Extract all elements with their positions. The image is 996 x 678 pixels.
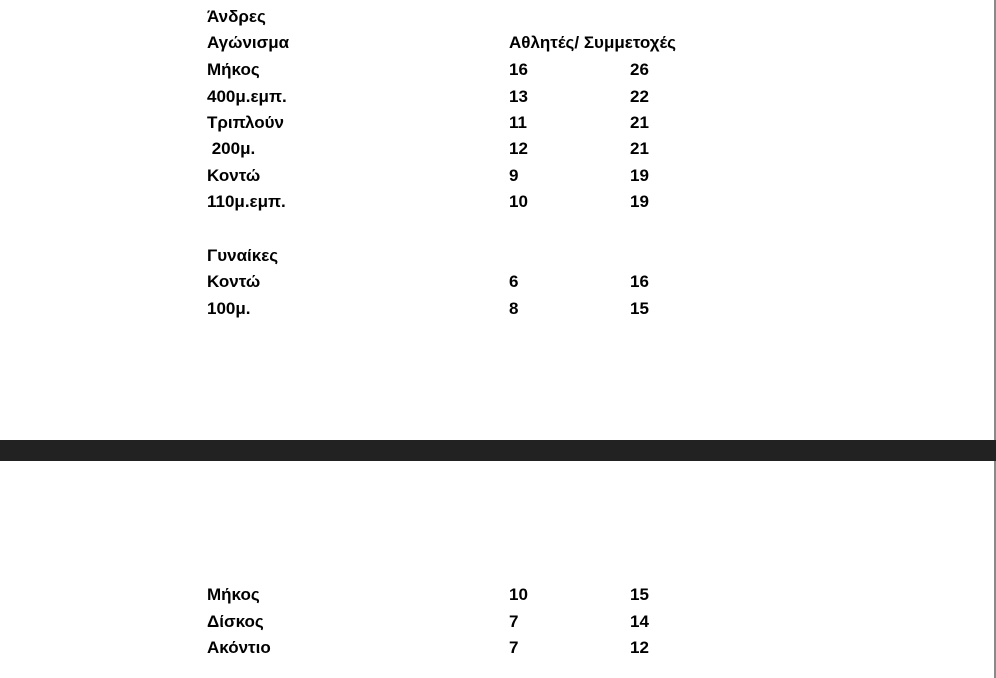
event-cell: Τριπλούν	[207, 113, 284, 132]
event-cell: Μήκος	[207, 585, 260, 604]
participations-cell: 22	[630, 87, 649, 106]
athletes-cell: 12	[509, 139, 528, 158]
document-page-bottom	[0, 461, 996, 678]
event-cell: Μήκος	[207, 60, 260, 79]
men-heading-label: Άνδρες	[207, 7, 266, 26]
event-cell: 200μ.	[207, 139, 256, 158]
page-separator	[0, 440, 996, 461]
participations-cell: 21	[630, 139, 649, 158]
event-cell: Ακόντιο	[207, 638, 271, 657]
participations-cell: 21	[630, 113, 649, 132]
participations-cell: 19	[630, 192, 649, 211]
participations-cell: 26	[630, 60, 649, 79]
women-heading-label: Γυναίκες	[207, 246, 279, 265]
athletes-participations-header: Αθλητές/ Συμμετοχές	[509, 33, 676, 52]
athletes-cell: 13	[509, 87, 528, 106]
event-cell: Κοντώ	[207, 272, 261, 291]
athletes-cell: 9	[509, 166, 519, 185]
athletes-cell: 16	[509, 60, 528, 79]
athletes-cell: 7	[509, 638, 519, 657]
event-column-header: Αγώνισμα	[207, 33, 290, 52]
event-cell: 110μ.εμπ.	[207, 192, 286, 211]
athletes-cell: 11	[509, 113, 527, 132]
participations-cell: 14	[630, 612, 649, 631]
participations-cell: 12	[630, 638, 649, 657]
participations-cell: 16	[630, 272, 649, 291]
athletes-cell: 10	[509, 192, 528, 211]
event-cell: Δίσκος	[207, 612, 264, 631]
participations-cell: 19	[630, 166, 649, 185]
athletes-cell: 6	[509, 272, 519, 291]
participations-cell: 15	[630, 585, 649, 604]
athletes-cell: 7	[509, 612, 519, 631]
participations-cell: 15	[630, 299, 649, 318]
event-cell: 100μ.	[207, 299, 251, 318]
event-cell: Κοντώ	[207, 166, 261, 185]
athletes-cell: 10	[509, 585, 528, 604]
event-cell: 400μ.εμπ.	[207, 87, 287, 106]
athletes-cell: 8	[509, 299, 519, 318]
